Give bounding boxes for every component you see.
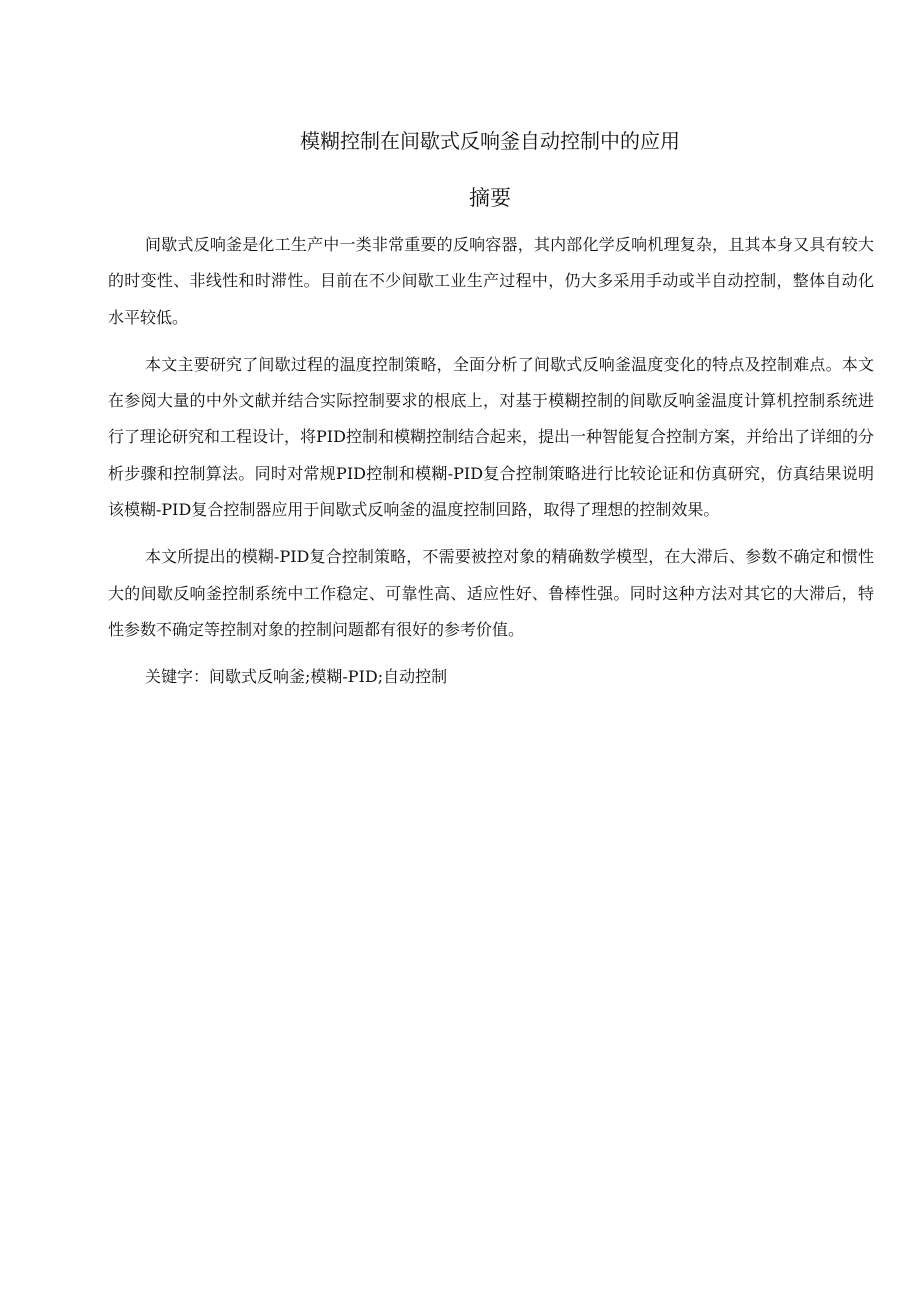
abstract-paragraph-2: 本文主要研究了间歇过程的温度控制策略，全面分析了间歇式反响釜温度变化的特点及控制难点。本文在参阅大量的中外文献并结合实际控制要求的根底上，对基于模糊控制的间歇反响釜温度计算机控制系统进行了理论研究和工程设计，将PID控制和模糊控制结合起来，提出一种智能复合控制方案，并给出了详细的分析步骤和控制算法。同时对常规PID控制和模糊-PID复合控制策略进行比较论证和仿真研究，仿真结果说明该模糊-PID复合控制器应用于间歇式反响釜的温度控制回路，取得了理想的控制效果。 [108,354,874,520]
abstract-body [108,227,874,695]
keywords-line: 关键字：间歇式反响釜;模糊-PID;自动控制 [145,667,448,687]
abstract-paragraph-1: 间歇式反响釜是化工生产中一类非常重要的反响容器，其内部化学反响机理复杂，且其本身又具有较大的时变性、非线性和时滞性。目前在不少间歇工业生产过程中，仍大多采用手动或半自动控制，整体自动化水平较低。 [108,235,874,327]
document-title: 模糊控制在间歇式反响釜自动控制中的应用 [300,129,680,153]
abstract-heading: 摘要 [469,186,511,210]
abstract-paragraph-3: 本文所提出的模糊-PID复合控制策略，不需要被控对象的精确数学模型，在大滞后、参数不确定和惯性大的间歇反响釜控制系统中工作稳定、可靠性高、适应性好、鲁棒性强。同时这种方法对其它的大滞后，特性参数不确定等控制对象的控制问题都有很好的参考价值。 [108,547,874,639]
